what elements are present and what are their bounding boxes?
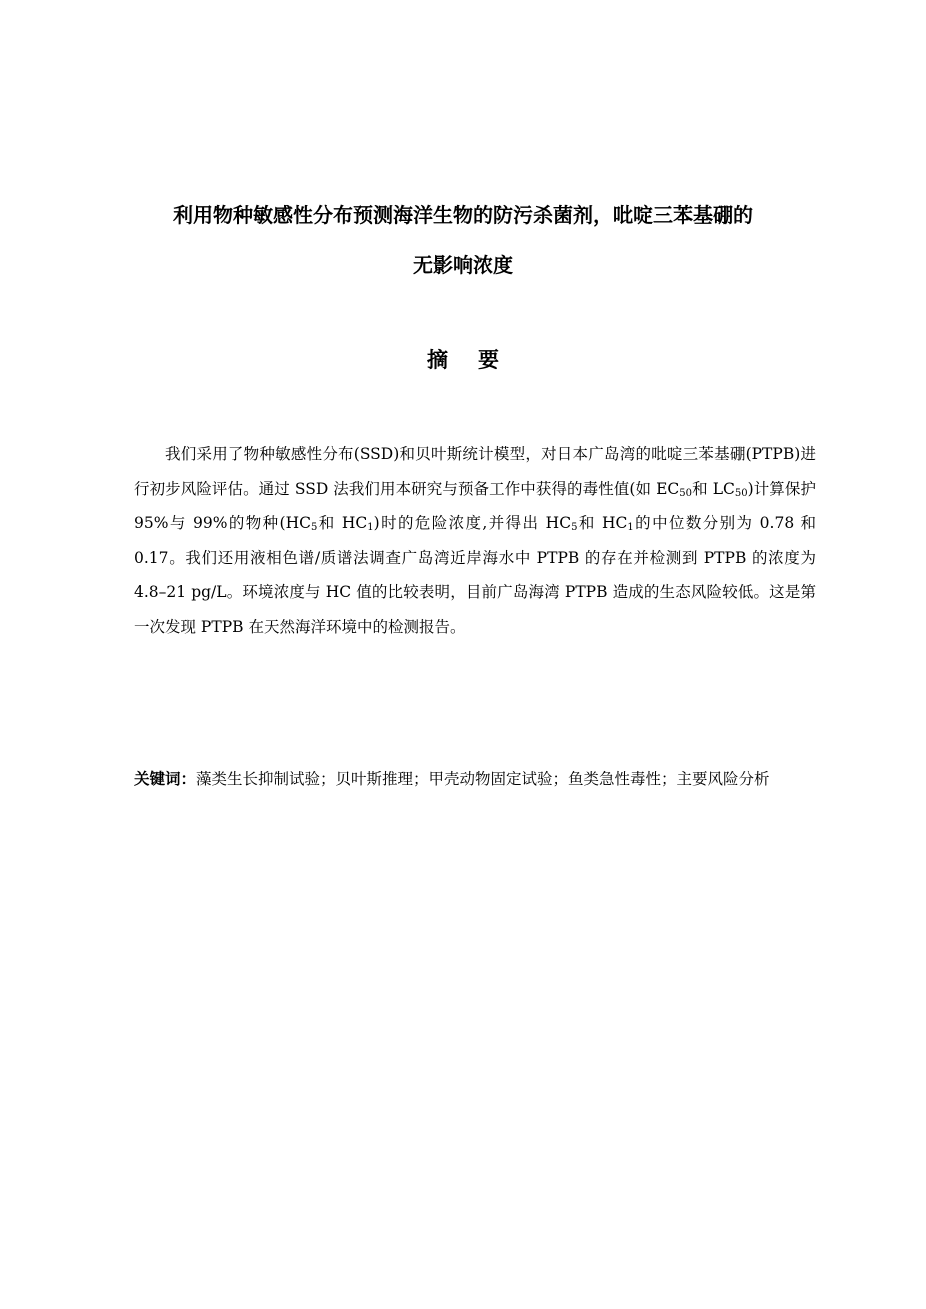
abstract-heading: 摘要: [427, 348, 529, 372]
subscript-lc: 50: [734, 487, 748, 499]
abstract-text-1: 我们采用了物种敏感性分布(SSD)和贝叶斯统计模型，对日本广岛湾的吡啶三苯基硼(PTPB)进行初步风险评估。通过 SSD 法我们用本研究与预备工作中获得的毒性值(如 EC: [134, 445, 816, 498]
keywords-text: 藻类生长抑制试验；贝叶斯推理；甲壳动物固定试验；鱼类急性毒性；主要风险分析: [196, 770, 770, 788]
title-line-1: 利用物种敏感性分布预测海洋生物的防污杀菌剂，吡啶三苯基硼的: [173, 203, 753, 227]
subscript-ec: 50: [679, 487, 693, 499]
abstract-text-6: 和 HC: [577, 514, 628, 532]
subscript-hc5-first: 5: [310, 522, 318, 533]
abstract-text-5: )时的危险浓度,并得出 HC: [373, 514, 572, 532]
abstract-text-7: 的中位数分别为 0.78 和 0.17。我们还用液相色谱/质谱法调查广岛湾近岸海水中 PTPB 的存在并检测到 PTPB 的浓度为 4.8–21 pg/L。环境浓度与 HC 值的比较表明，目前广岛海湾 PTPB 造成的生态风险较低。这是第一次发现 PTPB 在天然海洋环境中的检测报告。: [134, 514, 817, 636]
abstract-text-2: 和 LC: [692, 479, 735, 498]
keywords: [134, 762, 816, 797]
subscript-hc1-second: 1: [627, 522, 634, 533]
abstract-text-3: )计算保护 95%与 99%的物种(HC: [134, 479, 816, 532]
title-line-2: 无影响浓度: [413, 253, 513, 277]
keywords-label: 关键词：: [134, 770, 197, 788]
abstract-body: [134, 437, 816, 644]
subscript-hc5-second: 5: [571, 522, 578, 533]
abstract-text-4: 和 HC: [317, 514, 368, 532]
subscript-hc1-first: 1: [367, 522, 374, 533]
